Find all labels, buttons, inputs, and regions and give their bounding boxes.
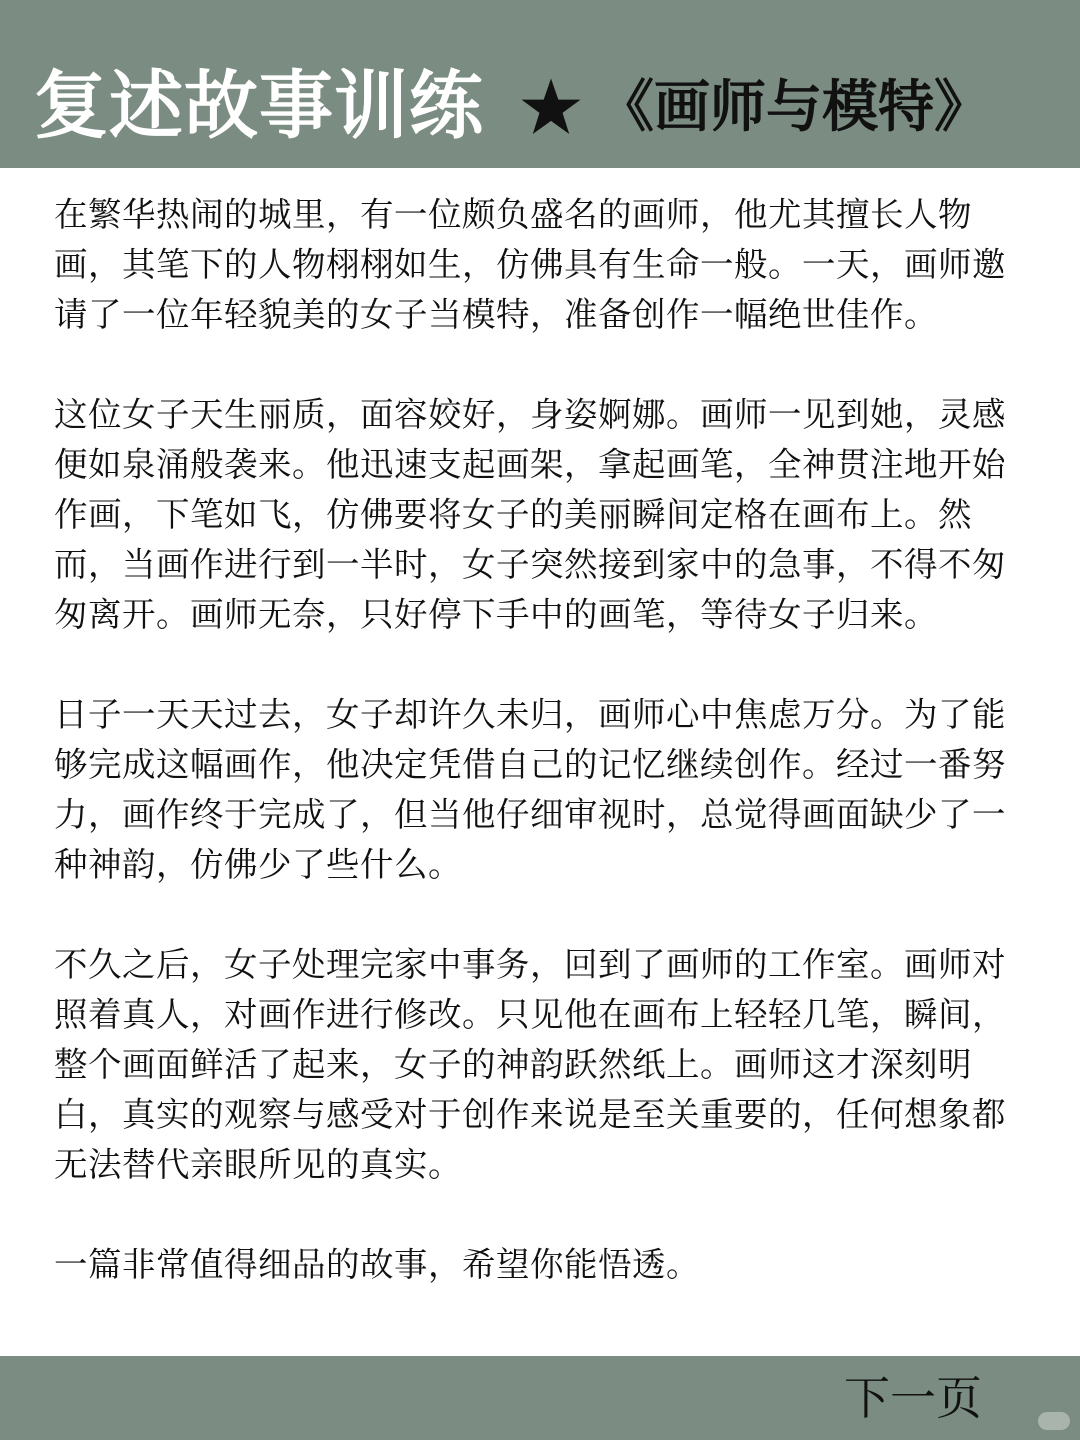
star-icon xyxy=(520,76,582,138)
footer-bar xyxy=(0,1356,1080,1440)
page-title: 复述故事训练 xyxy=(34,63,484,149)
story-paragraph: 不久之后，女子处理完家中事务，回到了画师的工作室。画师对照着真人，对画作进行修改。只见他在画布上轻轻几笔，瞬间，整个画面鲜活了起来，女子的神韵跃然纸上。画师这才深刻明白，真实的观察与感受对于创作来说是至关重要的，任何想象都无法替代亲眼所见的真实。 xyxy=(54,945,1006,1184)
watermark-badge xyxy=(1038,1412,1070,1430)
next-page-button[interactable]: 下一页 xyxy=(844,1371,982,1425)
story-paragraph: 日子一天天过去，女子却许久未归，画师心中焦虑万分。为了能够完成这幅画作，他决定凭借自己的记忆继续创作。经过一番努力，画作终于完成了，但当他仔细审视时，总觉得画面缺少了一种神韵，仿佛少了些什么。 xyxy=(54,695,1006,884)
story-closing-line: 一篇非常值得细品的故事，希望你能悟透。 xyxy=(54,1245,700,1284)
story-paragraph: 这位女子天生丽质，面容姣好，身姿婀娜。画师一见到她，灵感便如泉涌般袭来。他迅速支起画架，拿起画笔，全神贯注地开始作画，下笔如飞，仿佛要将女子的美丽瞬间定格在画布上。然而，当画作进行到一半时，女子突然接到家中的急事，不得不匆匆离开。画师无奈，只好停下手中的画笔，等待女子归来。 xyxy=(54,395,1006,634)
story-body xyxy=(54,190,1026,1340)
story-paragraph: 在繁华热闹的城里，有一位颇负盛名的画师，他尤其擅长人物画，其笔下的人物栩栩如生，仿佛具有生命一般。一天，画师邀请了一位年轻貌美的女子当模特，准备创作一幅绝世佳作。 xyxy=(54,195,1006,334)
story-title: 《画师与模特》 xyxy=(598,75,990,140)
header-banner xyxy=(0,0,1080,168)
